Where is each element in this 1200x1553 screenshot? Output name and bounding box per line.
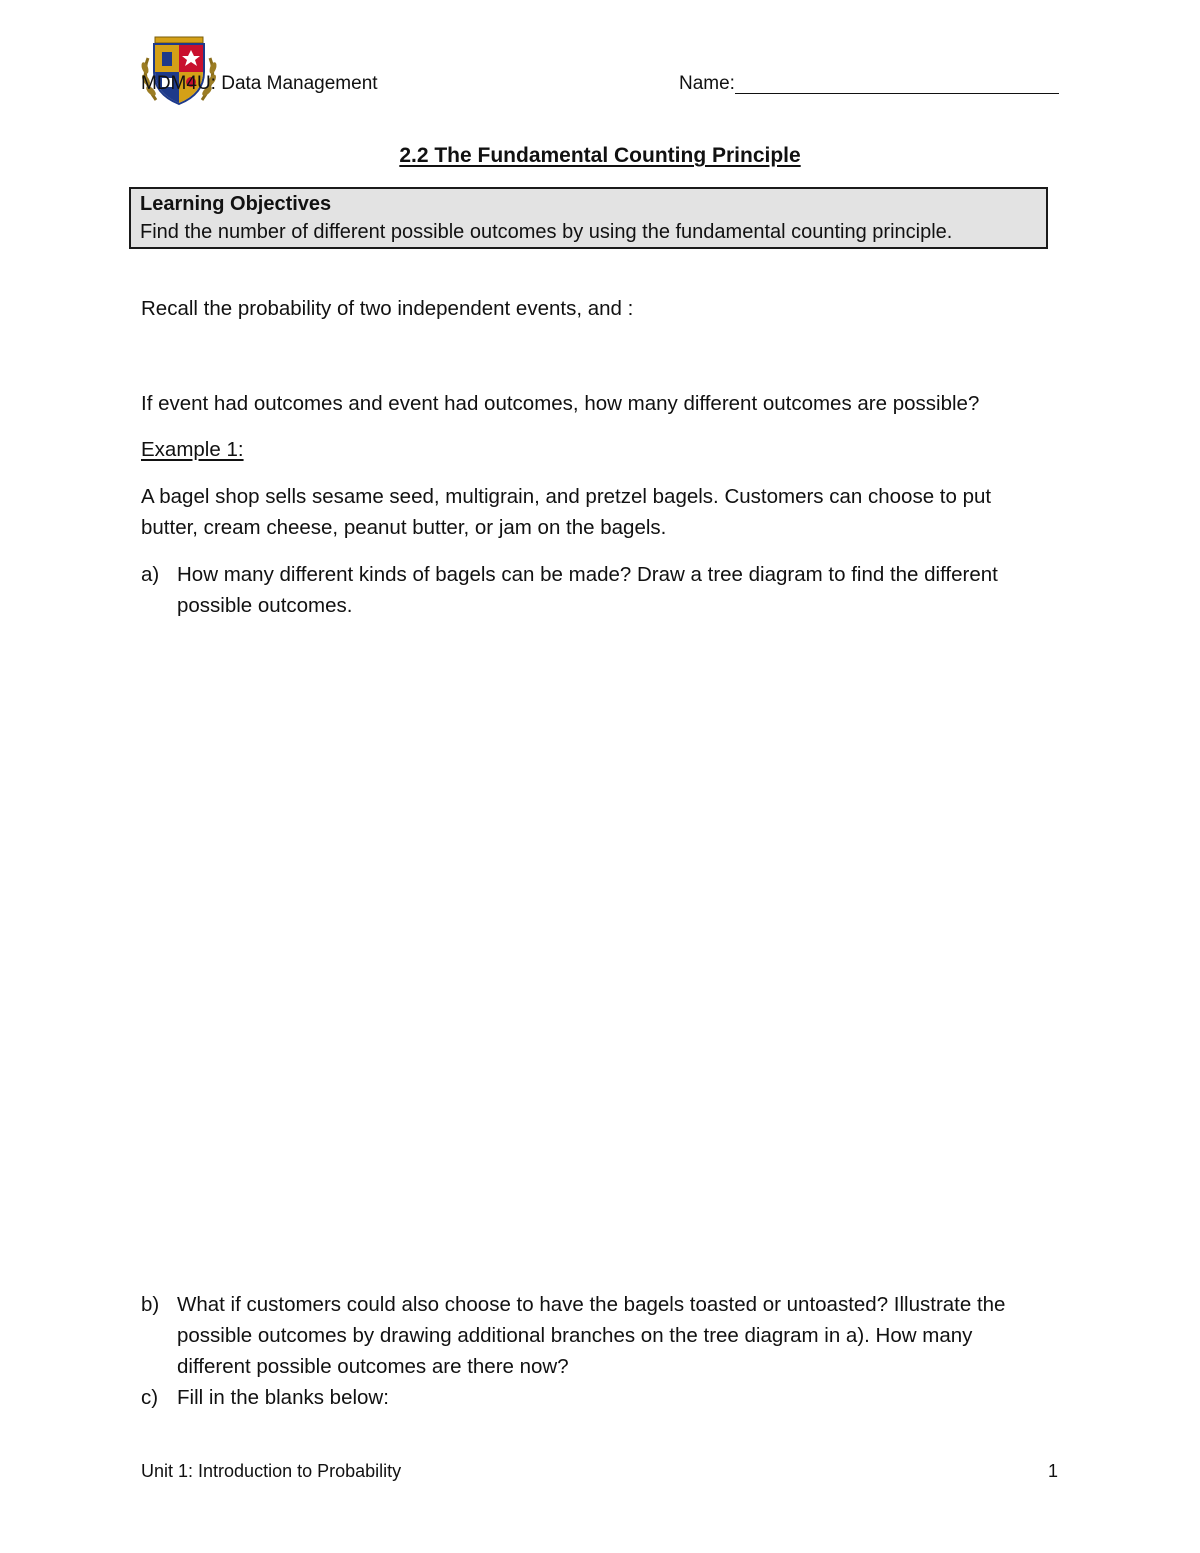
item-b-line: What if customers could also choose to have the bagels toasted or untoasted? Illustrate the — [177, 1293, 1006, 1316]
page-title: 2.2 The Fundamental Counting Principle — [399, 144, 801, 167]
item-c-marker: c) — [141, 1386, 159, 1409]
recall-text: Recall the probability of two independent events, and : — [141, 297, 634, 320]
name-blank-line — [735, 93, 1059, 94]
learning-objectives-text: Find the number of different possible outcomes by using the fundamental counting principle. — [140, 221, 953, 243]
footer-page-number: 1 — [1047, 1461, 1058, 1481]
example-intro-line: A bagel shop sells sesame seed, multigrain, and pretzel bagels. Customers can choose to put — [141, 485, 992, 508]
course-title: MDM4U: Data Management — [141, 73, 378, 94]
item-a-marker: a) — [141, 563, 160, 586]
item-a-line: possible outcomes. — [177, 594, 353, 617]
example-heading: Example 1: — [141, 438, 244, 461]
item-c-text — [177, 1382, 1077, 1413]
item-b-line: possible outcomes by drawing additional branches on the tree diagram in a). How many — [177, 1324, 973, 1347]
example-intro-line: butter, cream cheese, peanut butter, or jam on the bagels. — [141, 516, 667, 539]
item-b-marker: b) — [141, 1293, 160, 1316]
item-a-line: How many different kinds of bagels can be made? Draw a tree diagram to find the different — [177, 563, 998, 586]
item-a-text — [177, 559, 1077, 621]
item-b-line: different possible outcomes are there now? — [177, 1355, 569, 1378]
name-label: Name: — [679, 73, 735, 94]
footer-unit-label: Unit 1: Introduction to Probability — [141, 1461, 402, 1481]
learning-objectives-heading: Learning Objectives — [140, 193, 332, 215]
item-b-text — [177, 1289, 1077, 1382]
item-c-line: Fill in the blanks below: — [177, 1386, 389, 1409]
question-text: If event had outcomes and event had outcomes, how many different outcomes are possible? — [141, 392, 980, 415]
